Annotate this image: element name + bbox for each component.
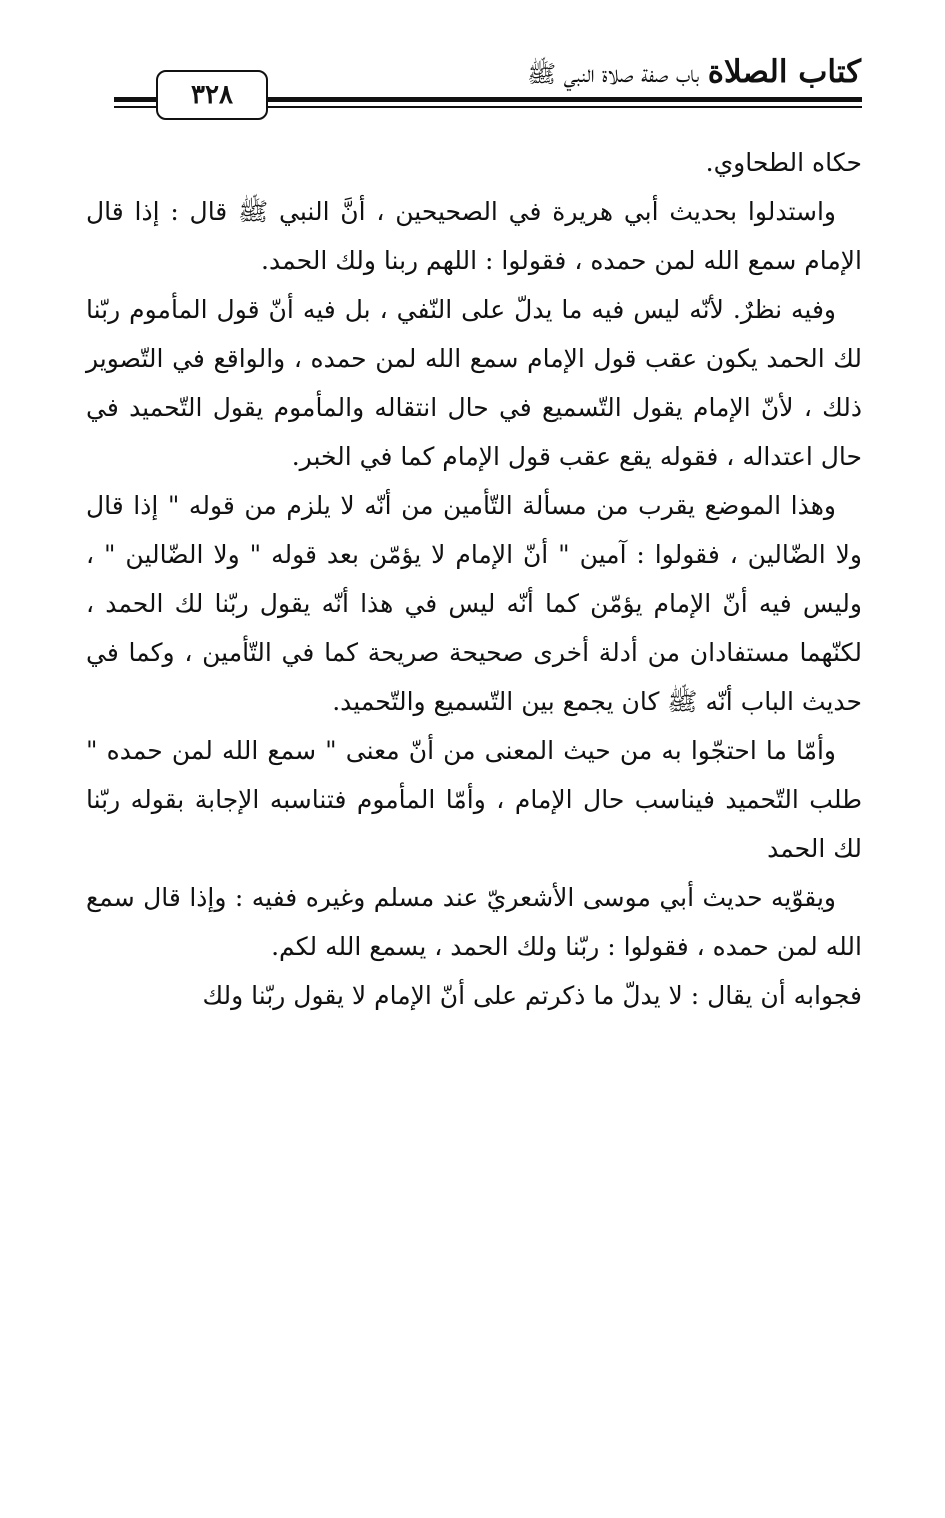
paragraph-2: واستدلوا بحديث أبي هريرة في الصحيحين ، أنَّ النبي ﷺ قال : إذا قال الإمام سمع الله لمن حمده ، فقولوا : اللهم ربنا ولك الحمد. [86,197,862,275]
body-text [86,138,862,1020]
paragraph-3: وفيه نظرٌ. لأنّه ليس فيه ما يدلّ على النّفي ، بل فيه أنّ قول المأموم ربّنا لك الحمد يكون عقب قول الإمام سمع الله لمن حمده ، والواقع في التّصوير ذلك ، لأنّ الإمام يقول التّسميع في حال انتقاله والمأموم يقول التّحميد في حال اعتداله ، فقوله يقع عقب قول الإمام كما في الخبر. [86,295,862,471]
paragraph-4: وهذا الموضع يقرب من مسألة التّأمين من أنّه لا يلزم من قوله " إذا قال ولا الضّالين ، فقولوا : آمين " أنّ الإمام لا يؤمّن بعد قوله " ولا الضّالين " ، وليس فيه أنّ الإمام يؤمّن كما أنّه ليس في هذا أنّه يقول ربّنا لك الحمد ، لكنّهما مستفادان من أدلة أخرى صحيحة صريحة كما في التّأمين ، وكما في حديث الباب أنّه ﷺ كان يجمع بين التّسميع والتّحميد. [86,491,862,716]
book-title: كتاب الصلاة [707,54,861,90]
paragraph-7: فجوابه أن يقال : لا يدلّ ما ذكرتم على أنّ الإمام لا يقول ربّنا ولك [202,981,862,1010]
page-header [0,0,945,130]
page-number: ٣٢٨ [156,70,268,120]
paragraph-5: وأمّا ما احتجّوا به من حيث المعنى من أنّ معنى " سمع الله لمن حمده " طلب التّحميد فيناسب حال الإمام ، وأمّا المأموم فتناسبه الإجابة بقوله ربّنا لك الحمد [86,736,862,863]
paragraph-6: ويقوّيه حديث أبي موسى الأشعريّ عند مسلم وغيره ففيه : وإذا قال سمع الله لمن حمده ، فقولوا : ربّنا ولك الحمد ، يسمع الله لكم. [86,883,862,961]
chapter-title: باب صفة صلاة النبي ﷺ [527,60,700,88]
running-head [527,52,861,94]
paragraph-1: حكاه الطحاوي. [705,148,862,177]
